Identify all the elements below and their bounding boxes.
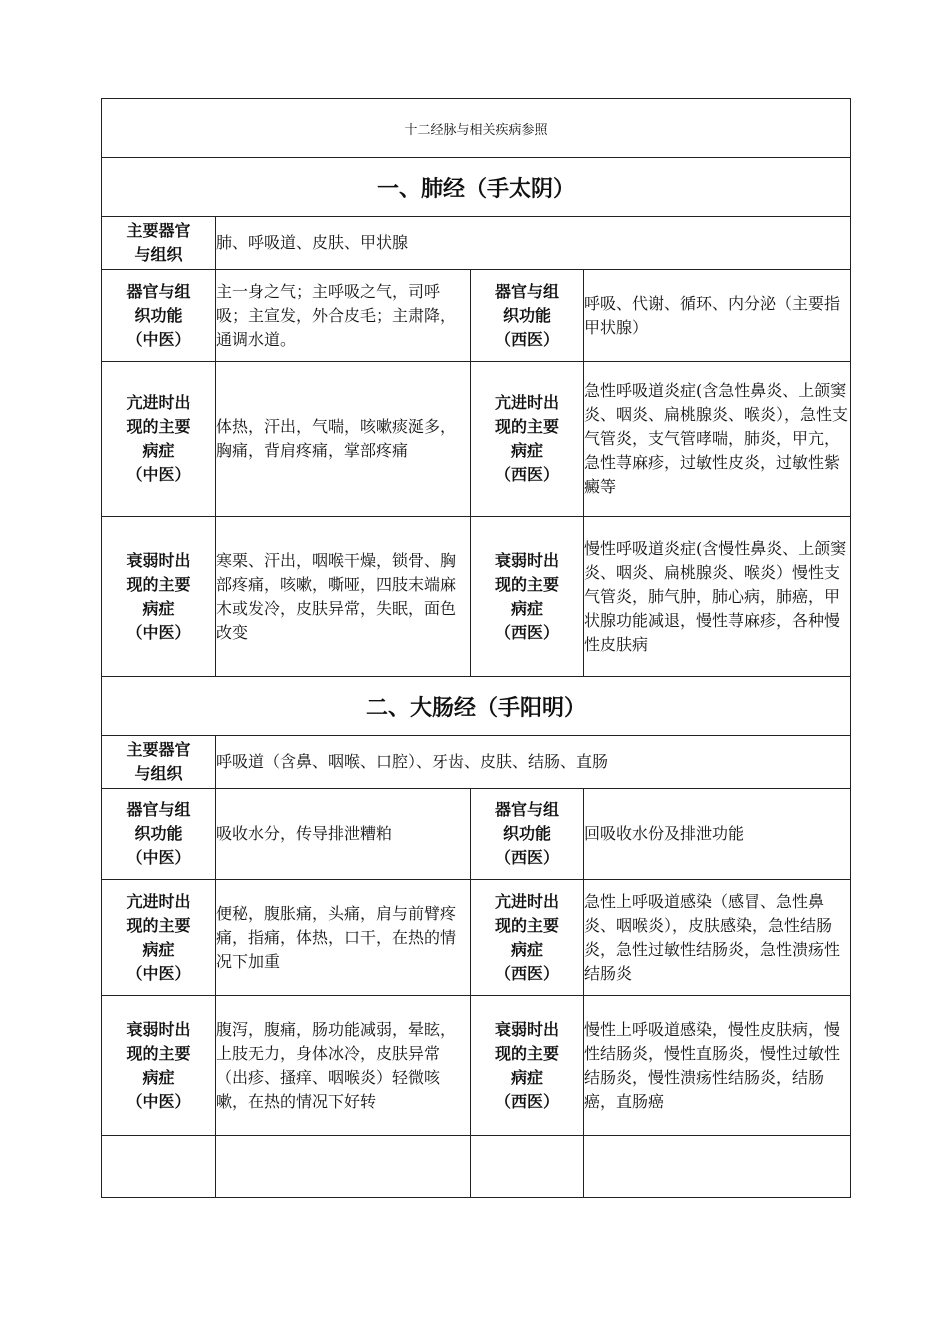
excess-row bbox=[102, 362, 851, 517]
western-excess-label: 亢进时出 现的主要 病症 （西医） bbox=[471, 362, 584, 517]
organs-label: 主要器官 与组织 bbox=[102, 736, 216, 789]
empty-cell bbox=[216, 1136, 471, 1198]
tcm-function-label: 器官与组 织功能 （中医） bbox=[102, 789, 216, 880]
western-function-label: 器官与组 织功能 （西医） bbox=[471, 789, 584, 880]
empty-row bbox=[102, 1136, 851, 1198]
tcm-function-value: 吸收水分，传导排泄糟粕 bbox=[216, 789, 471, 880]
tcm-excess-value: 体热，汗出，气喘，咳嗽痰涎多，胸痛，背肩疼痛，掌部疼痛 bbox=[216, 362, 471, 517]
organs-row bbox=[102, 217, 851, 270]
empty-cell bbox=[584, 1136, 851, 1198]
table-caption: 十二经脉与相关疾病参照 bbox=[102, 99, 851, 158]
section-title-lung: 一、肺经（手太阴） bbox=[102, 158, 851, 217]
empty-cell bbox=[102, 1136, 216, 1198]
tcm-deficiency-value: 寒栗、汗出，咽喉干燥，锁骨、胸部疼痛，咳嗽，嘶哑，四肢末端麻木或发冷，皮肤异常，失眠，面色改变 bbox=[216, 517, 471, 677]
tcm-excess-value: 便秘，腹胀痛，头痛，肩与前臂疼痛，指痛，体热，口干，在热的情况下加重 bbox=[216, 880, 471, 996]
deficiency-row bbox=[102, 517, 851, 677]
western-excess-value: 急性上呼吸道感染（感冒、急性鼻炎、咽喉炎），皮肤感染，急性结肠炎，急性过敏性结肠炎，急性溃疡性结肠炎 bbox=[584, 880, 851, 996]
section-header-row bbox=[102, 158, 851, 217]
western-excess-value: 急性呼吸道炎症(含急性鼻炎、上颌窦炎、咽炎、扁桃腺炎、喉炎），急性支气管炎，支气管哮喘，肺炎，甲亢，急性荨麻疹，过敏性皮炎，过敏性紫癜等 bbox=[584, 362, 851, 517]
empty-cell bbox=[471, 1136, 584, 1198]
western-deficiency-value: 慢性呼吸道炎症(含慢性鼻炎、上颌窦炎、咽炎、扁桃腺炎、喉炎）慢性支气管炎，肺气肿，肺心病，肺癌，甲状腺功能减退，慢性荨麻疹，各种慢性皮肤病 bbox=[584, 517, 851, 677]
organs-value: 呼吸道（含鼻、咽喉、口腔）、牙齿、皮肤、结肠、直肠 bbox=[216, 736, 851, 789]
tcm-function-value: 主一身之气；主呼吸之气，司呼吸；主宣发，外合皮毛；主肃降，通调水道。 bbox=[216, 270, 471, 362]
organs-row bbox=[102, 736, 851, 789]
organs-value: 肺、呼吸道、皮肤、甲状腺 bbox=[216, 217, 851, 270]
western-excess-label: 亢进时出 现的主要 病症 （西医） bbox=[471, 880, 584, 996]
organs-label: 主要器官 与组织 bbox=[102, 217, 216, 270]
western-function-value: 呼吸、代谢、循环、内分泌（主要指甲状腺） bbox=[584, 270, 851, 362]
western-function-label: 器官与组 织功能 （西医） bbox=[471, 270, 584, 362]
western-deficiency-label: 衰弱时出 现的主要 病症 （西医） bbox=[471, 517, 584, 677]
tcm-excess-label: 亢进时出 现的主要 病症 （中医） bbox=[102, 362, 216, 517]
western-deficiency-value: 慢性上呼吸道感染，慢性皮肤病，慢性结肠炎，慢性直肠炎，慢性过敏性结肠炎，慢性溃疡性结肠炎，结肠癌，直肠癌 bbox=[584, 996, 851, 1136]
section-header-row bbox=[102, 677, 851, 736]
tcm-deficiency-label: 衰弱时出 现的主要 病症 （中医） bbox=[102, 996, 216, 1136]
section-title-large-intestine: 二、大肠经（手阳明） bbox=[102, 677, 851, 736]
tcm-deficiency-label: 衰弱时出 现的主要 病症 （中医） bbox=[102, 517, 216, 677]
deficiency-row bbox=[102, 996, 851, 1136]
tcm-function-label: 器官与组 织功能 （中医） bbox=[102, 270, 216, 362]
meridian-table bbox=[101, 98, 851, 1198]
caption-row bbox=[102, 99, 851, 158]
function-row bbox=[102, 789, 851, 880]
western-function-value: 回吸收水份及排泄功能 bbox=[584, 789, 851, 880]
western-deficiency-label: 衰弱时出 现的主要 病症 （西医） bbox=[471, 996, 584, 1136]
excess-row bbox=[102, 880, 851, 996]
tcm-excess-label: 亢进时出 现的主要 病症 （中医） bbox=[102, 880, 216, 996]
tcm-deficiency-value: 腹泻，腹痛，肠功能减弱，晕眩，上肢无力，身体冰冷，皮肤异常（出疹、搔痒、咽喉炎）轻微咳嗽，在热的情况下好转 bbox=[216, 996, 471, 1136]
function-row bbox=[102, 270, 851, 362]
